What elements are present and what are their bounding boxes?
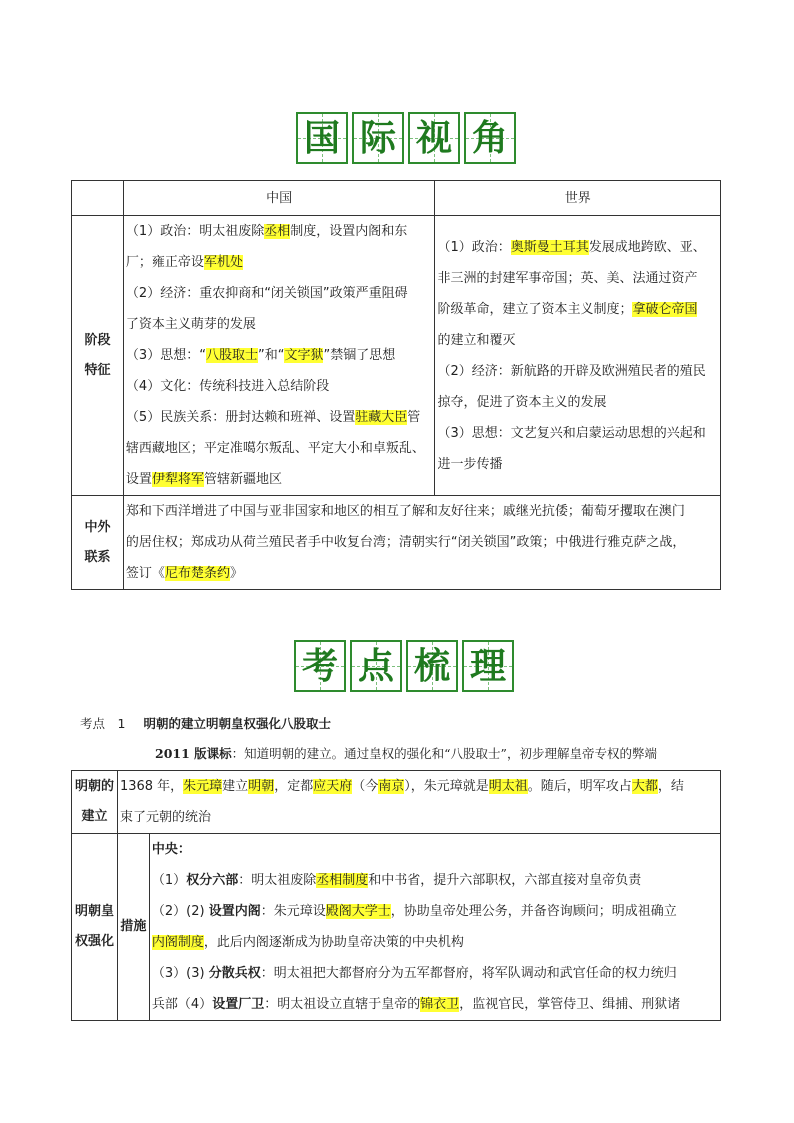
relation-cell: 郑和下西洋增进了中国与亚非国家和地区的相互了解和友好往来；戚继光抗倭；葡萄牙攫取在澳门 的居住权；郑成功从荷兰殖民者手中收复台湾；清朝实行“闭关锁国”政策；中俄进行雅克萨之战， 签订《尼布楚条约》 (123, 496, 720, 590)
banner-tile: 点 (350, 640, 402, 692)
banner-tile: 角 (464, 112, 516, 164)
col-china-header: 中国 (123, 181, 435, 216)
row-imperial-power-label: 明朝皇 权强化 (72, 834, 118, 1021)
measures-label: 措施 (117, 834, 149, 1021)
ming-table (71, 770, 721, 1021)
banner-kaodian-shuli (294, 640, 514, 692)
banner-tile: 理 (462, 640, 514, 692)
col-world-header: 世界 (435, 181, 721, 216)
kaodian-heading: 考点 1 明朝的建立明朝皇权强化八股取士 (80, 716, 331, 731)
curriculum-standard: 2011 版课标：知道明朝的建立。通过皇权的强化和“八股取士”，初步理解皇帝专权的弊端 (155, 746, 657, 761)
china-cell: （1）政治：明太祖废除丞相制度，设置内阁和东 厂；雍正帝设军机处 （2）经济：重农抑商和“闭关锁国”政策严重阻碍 了资本主义萌芽的发展 （3）思想：“八股取士”和“文字狱”禁锢了思想 （4）文化：传统科技进入总结阶段 （5）民族关系：册封达赖和班禅、设置驻藏大臣管 辖西藏地区；平定准噶尔叛乱、平定大小和卓叛乱、 设置伊犁将军管辖新疆地区 (123, 216, 435, 496)
banner-tile: 际 (352, 112, 404, 164)
imperial-power-cell: 中央： （1）权分六部：明太祖废除丞相制度和中书省，提升六部职权，六部直接对皇帝负责 （2）(2) 设置内阁：朱元璋设殿阁大学士，协助皇帝处理公务，并备咨询顾问；明成祖确立 内阁制度，此后内阁逐渐成为协助皇帝决策的中央机构 （3）(3) 分散兵权：明太祖把大都督府分为五军都督府，将军队调动和武官任命的权力统归 兵部（4）设置厂卫：明太祖设立直辖于皇帝的锦衣卫，监视官民，掌管侍卫、缉捕、刑狱诸 (149, 834, 720, 1021)
banner-guoji-shijiao (296, 112, 516, 164)
row-stage-label: 阶段 特征 (72, 216, 124, 496)
banner-tile: 视 (408, 112, 460, 164)
international-table (71, 180, 721, 590)
banner-tile: 考 (294, 640, 346, 692)
banner-tile: 国 (296, 112, 348, 164)
row-ming-founding-label: 明朝的 建立 (72, 771, 118, 834)
world-cell: （1）政治：奥斯曼土耳其发展成地跨欧、亚、 非三洲的封建军事帝国；英、美、法通过资产 阶级革命，建立了资本主义制度；拿破仑帝国 的建立和覆灭 （2）经济：新航路的开辟及欧洲殖民者的殖民 掠夺，促进了资本主义的发展 （3）思想：文艺复兴和启蒙运动思想的兴起和 进一步传播 (435, 216, 721, 496)
ming-founding-cell: 1368 年，朱元璋建立明朝，定都应天府（今南京），朱元璋就是明太祖。随后，明军攻占大都，结 束了元朝的统治 (117, 771, 720, 834)
banner-tile: 梳 (406, 640, 458, 692)
row-relation-label: 中外 联系 (72, 496, 124, 590)
